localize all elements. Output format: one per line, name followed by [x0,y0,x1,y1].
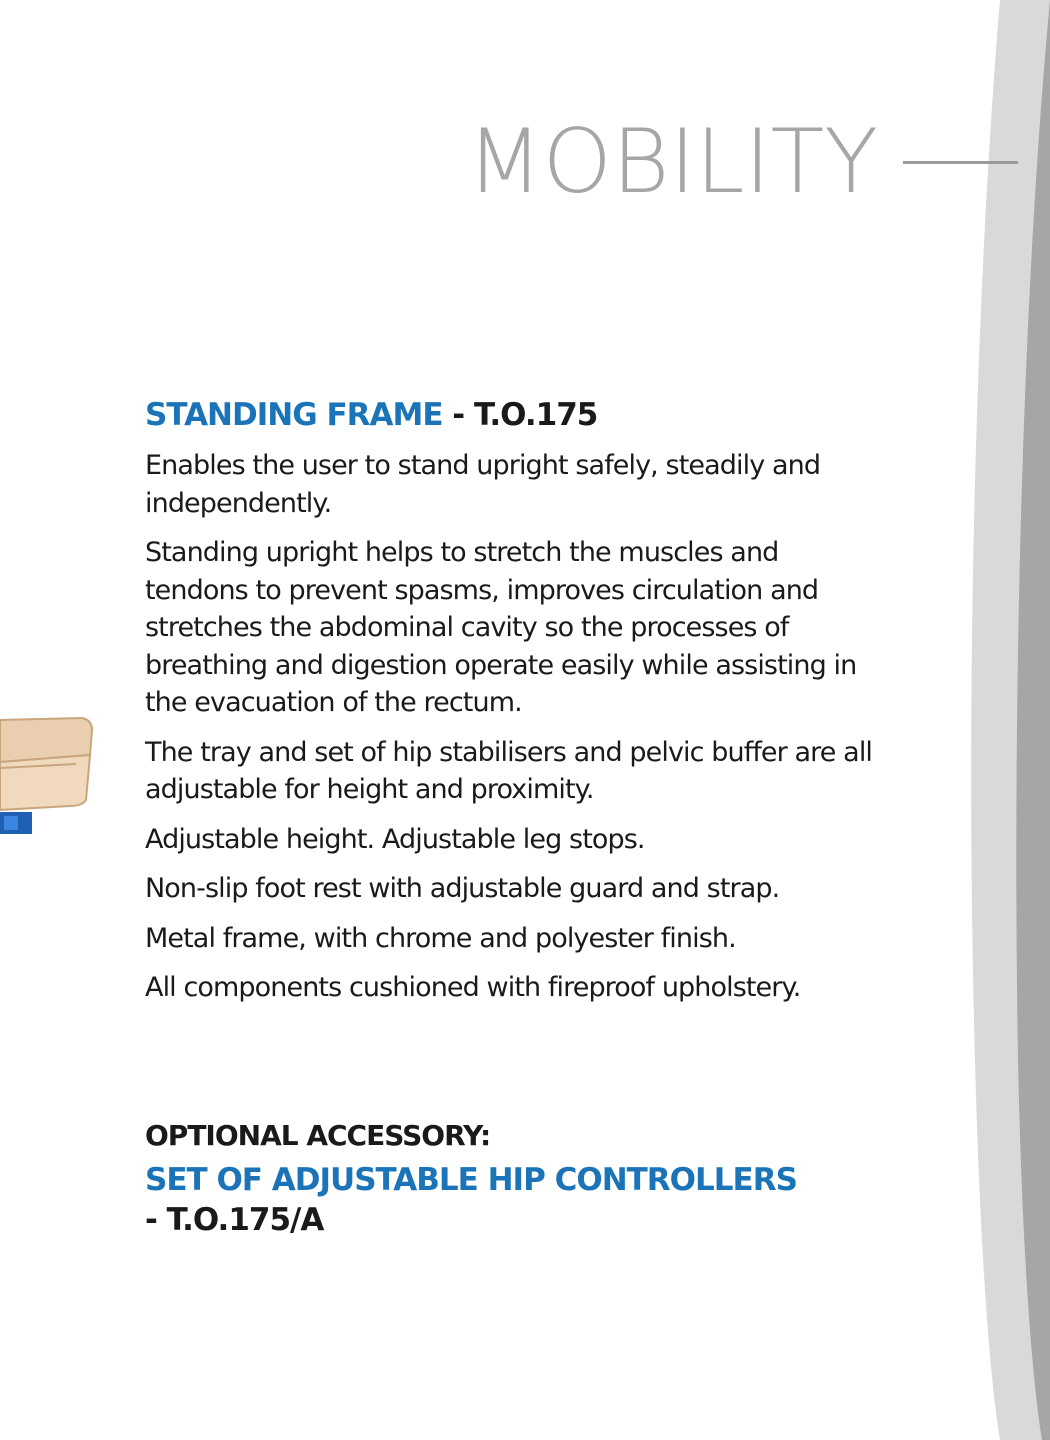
description-paragraph: Metal frame, with chrome and polyester finish. [145,922,736,954]
description-paragraph: The tray and set of hip stabilisers and pelvic buffer are all adjustable for height and proximity. [145,736,873,805]
description-paragraph: Adjustable height. Adjustable leg stops. [145,823,645,855]
product-code: - T.O.175 [442,397,598,433]
product-heading [145,393,885,437]
section-title: MOBILITY [466,110,878,213]
accessory-label: OPTIONAL ACCESSORY: [145,1119,491,1152]
product-section [145,393,885,1019]
accessory-code: - T.O.175/A [145,1202,324,1238]
description-paragraph: All components cushioned with fireproof upholstery. [145,972,801,1003]
accessory-section [145,1116,885,1240]
accessory-name: SET OF ADJUSTABLE HIP CONTROLLERS [145,1162,797,1198]
description-paragraph: Non-slip foot rest with adjustable guard and strap. [145,873,780,904]
product-name: STANDING FRAME [145,397,443,433]
description-paragraph: Enables the user to stand upright safely, steadily and independently. [145,450,821,519]
title-rule [903,161,1018,164]
product-photo-fragment [0,700,100,850]
product-description [145,447,885,1007]
description-paragraph: Standing upright helps to stretch the muscles and tendons to prevent spasms, improves circulation and stretches the abdominal cavity so the processes of breathing and digestion operate easily while assisting in the evacuation of the rectum. [145,537,857,718]
